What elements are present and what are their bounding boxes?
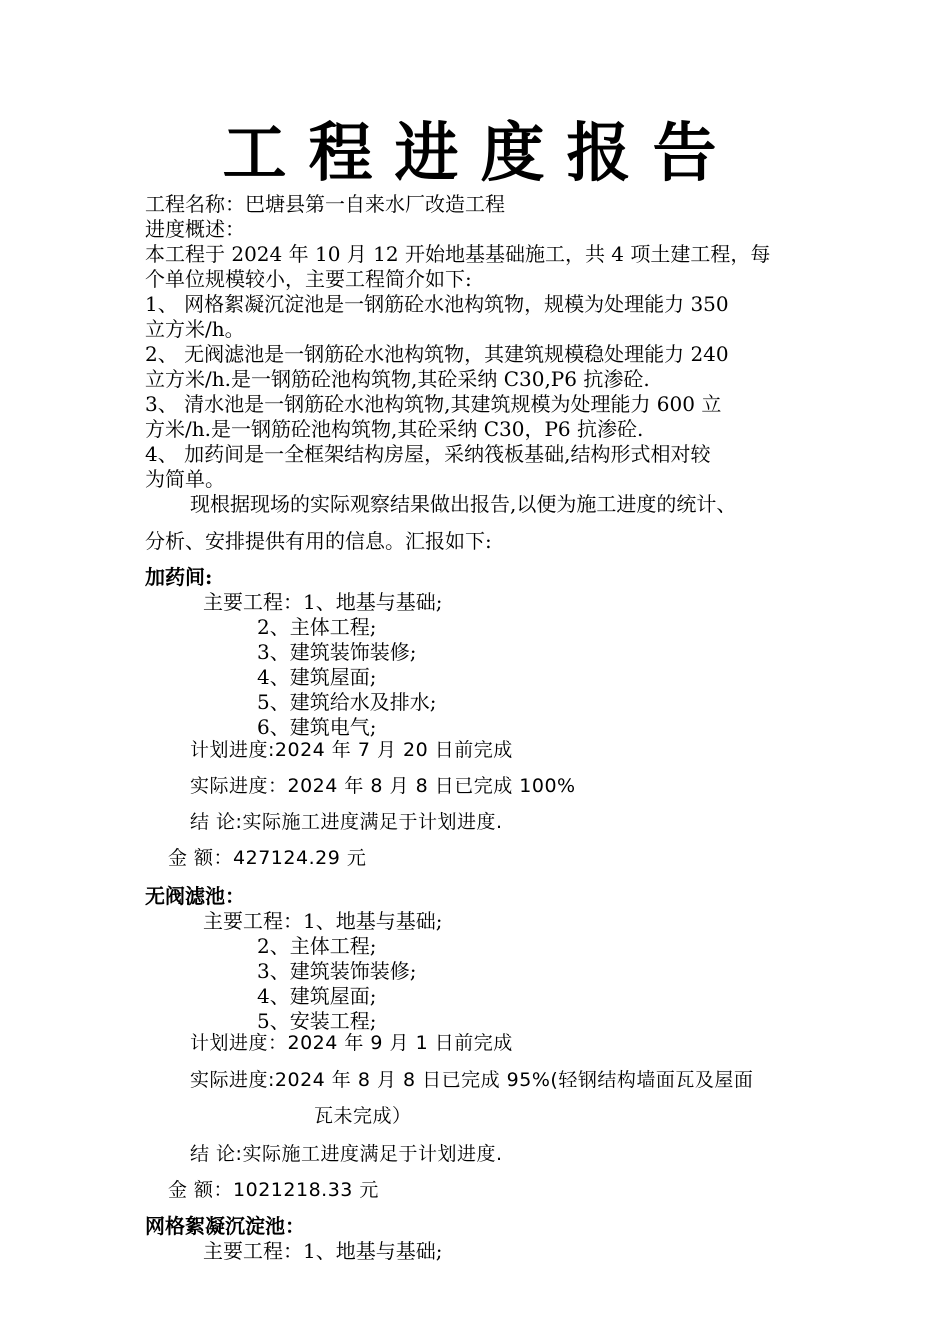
conclusion: 结 论:实际施工进度满足于计划进度.: [190, 1143, 503, 1165]
intro-line: 个单位规模较小，主要工程简介如下:: [145, 267, 472, 291]
intro-line: 本工程于 2024 年 10 月 12 开始地基基础施工，共 4 项土建工程，每: [145, 242, 771, 266]
summary-line: 分析、安排提供有用的信息。汇报如下:: [145, 529, 492, 553]
plan-progress: 计划进度:2024 年 7 月 20 日前完成: [190, 739, 513, 761]
works-line: 主要工程：1、地基与基础;: [203, 590, 443, 614]
document-title: 工程进度报告: [222, 117, 739, 191]
works-line: 主要工程：1、地基与基础;: [203, 909, 443, 933]
item-line: 3、 清水池是一钢筋砼水池构筑物,其建筑规模为处理能力 600 立: [145, 392, 722, 416]
works-line: 主要工程：1、地基与基础;: [203, 1239, 443, 1263]
section-heading: 加药间:: [145, 565, 213, 589]
conclusion: 结 论:实际施工进度满足于计划进度.: [190, 811, 503, 833]
works-line: 5、建筑给水及排水;: [257, 690, 437, 714]
item-line: 1、 网格絮凝沉淀池是一钢筋砼水池构筑物，规模为处理能力 350: [145, 292, 729, 316]
works-line: 3、建筑装饰装修;: [257, 959, 417, 983]
item-line: 立方米/h.是一钢筋砼池构筑物,其砼采纳 C30,P6 抗渗砼.: [145, 367, 650, 391]
section-heading: 网格絮凝沉淀池：: [145, 1214, 305, 1238]
actual-progress: 实际进度：2024 年 8 月 8 日已完成 100%: [190, 775, 576, 797]
works-line: 4、建筑屋面;: [257, 665, 377, 689]
item-line: 立方米/h。: [145, 317, 245, 341]
amount: 金 额：1021218.33 元: [168, 1179, 379, 1201]
overview-label: 进度概述：: [145, 217, 245, 241]
section-heading: 无阀滤池：: [145, 884, 245, 908]
works-line: 6、建筑电气;: [257, 715, 377, 739]
actual-progress: 实际进度:2024 年 8 月 8 日已完成 95%(轻钢结构墙面瓦及屋面: [190, 1069, 754, 1091]
item-line: 为简单。: [145, 467, 225, 491]
item-line: 方米/h.是一钢筋砼池构筑物,其砼采纳 C30，P6 抗渗砼.: [145, 417, 644, 441]
works-line: 2、主体工程;: [257, 934, 377, 958]
amount: 金 额：427124.29 元: [168, 847, 367, 869]
summary-line: 现根据现场的实际观察结果做出报告,以便为施工进度的统计、: [190, 492, 737, 516]
works-line: 5、安装工程;: [257, 1009, 377, 1033]
works-line: 4、建筑屋面;: [257, 984, 377, 1008]
plan-progress: 计划进度：2024 年 9 月 1 日前完成: [190, 1032, 513, 1054]
item-line: 4、 加药间是一全框架结构房屋，采纳筏板基础,结构形式相对较: [145, 442, 711, 466]
project-name: 工程名称：巴塘县第一自来水厂改造工程: [145, 192, 505, 216]
actual-progress-cont: 瓦未完成）: [314, 1105, 412, 1127]
works-line: 3、建筑装饰装修;: [257, 640, 417, 664]
item-line: 2、 无阀滤池是一钢筋砼水池构筑物，其建筑规模稳处理能力 240: [145, 342, 729, 366]
works-line: 2、主体工程;: [257, 615, 377, 639]
